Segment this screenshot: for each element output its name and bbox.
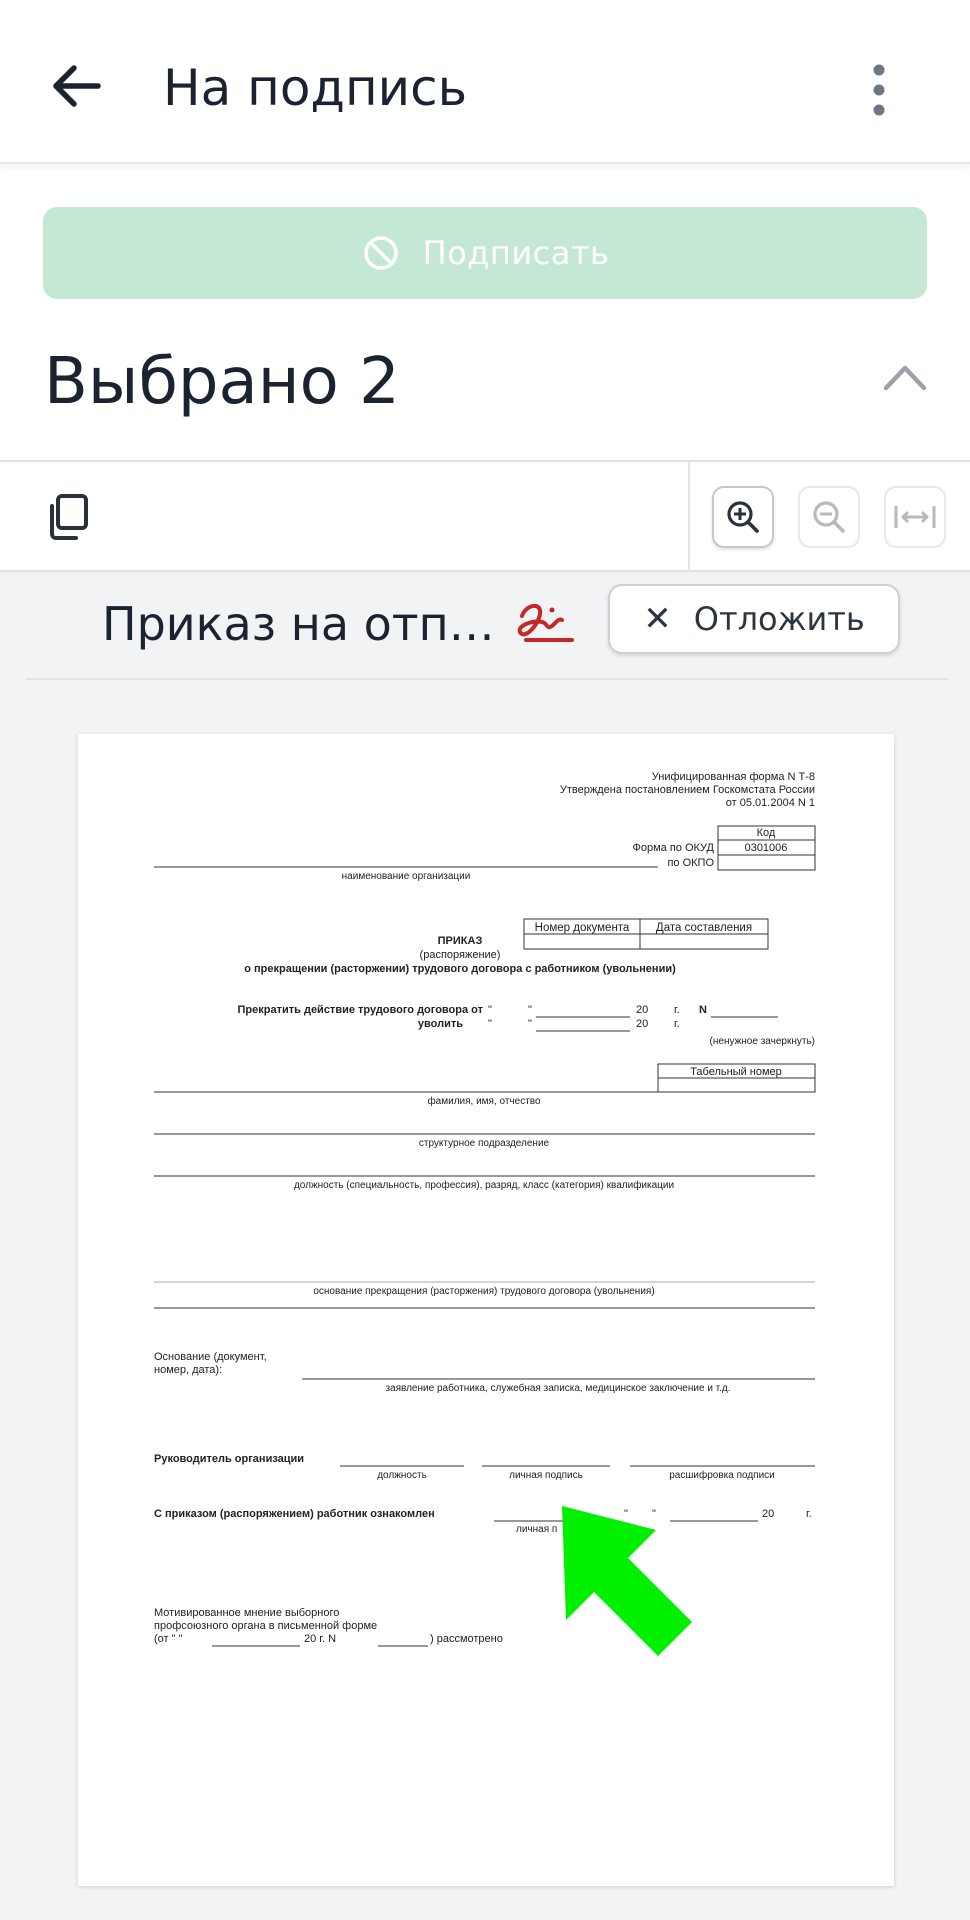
form-subject: о прекращении (расторжении) трудового договора с работником (увольнении) [244, 963, 676, 975]
terminate-quote-open: " [488, 1004, 492, 1016]
document-name[interactable]: Приказ на отп… [102, 597, 495, 651]
caption-decoding: расшифровка подписи [669, 1470, 775, 1481]
form-header-line1: Унифицированная форма N Т-8 [651, 771, 815, 783]
dismiss-quote-open: " [488, 1018, 492, 1030]
pointer-arrow-icon [548, 1500, 708, 1670]
postpone-button-label: Отложить [693, 600, 865, 638]
fit-width-icon [893, 502, 937, 532]
acquainted-year: 20 [762, 1508, 775, 1520]
zoom-in-icon [724, 498, 762, 536]
more-vertical-icon[interactable] [864, 60, 894, 120]
sign-button-label: Подписать [422, 234, 610, 272]
caption-post: должность [377, 1470, 427, 1481]
basis-caption: заявление работника, служебная записка, медицинское заключение и т.д. [385, 1383, 731, 1394]
strike-note: (ненужное зачеркнуть) [709, 1036, 815, 1047]
form-header-line2: Утверждена постановлением Госкомстата России [559, 784, 815, 796]
form-header-line3: от 05.01.2004 N 1 [725, 797, 815, 809]
doc-number-header: Номер документа [534, 922, 630, 934]
caption-department: структурное подразделение [418, 1138, 550, 1149]
chevron-up-icon[interactable] [880, 356, 930, 396]
caption-signature: личная подпись [509, 1470, 583, 1481]
block-icon [361, 233, 401, 273]
org-caption: наименование организации [341, 871, 471, 882]
union-line3-c: ) рассмотрено [430, 1633, 503, 1645]
dismiss-quote-close: " [528, 1018, 532, 1030]
terminate-year: 20 [636, 1004, 649, 1016]
selection-count: Выбрано 2 [44, 345, 400, 419]
union-line1: Мотивированное мнение выборного [154, 1607, 340, 1619]
selection-header [0, 300, 970, 462]
page-title: На подпись [163, 59, 468, 117]
terminate-label: Прекратить действие трудового договора от [237, 1004, 483, 1016]
caption-reason: основание прекращения (расторжения) трудового договора (увольнения) [313, 1286, 655, 1297]
acquainted-quote-open: " [624, 1508, 628, 1520]
postpone-button[interactable] [608, 584, 900, 654]
dismiss-label: уволить [417, 1018, 463, 1030]
document-toolbar [0, 462, 970, 572]
order-number-label: N [699, 1004, 707, 1016]
sign-button[interactable] [43, 207, 927, 299]
form-subtitle: (распоряжение) [419, 949, 501, 961]
dismiss-year: 20 [636, 1018, 649, 1030]
arrow-left-icon[interactable] [48, 58, 104, 114]
close-icon: ✕ [643, 599, 672, 639]
acquainted-label: С приказом (распоряжением) работник ознакомлен [154, 1508, 435, 1520]
signature-icon [512, 596, 578, 648]
terminate-quote-close: " [528, 1004, 532, 1016]
caption-position: должность (специальность, профессия), разряд, класс (категория) квалификации [293, 1180, 675, 1191]
toolbar-divider [688, 462, 690, 570]
dismiss-year-suffix: г. [674, 1018, 680, 1030]
document-page [78, 734, 894, 1886]
document-header [26, 572, 948, 680]
doc-date-header: Дата составления [655, 922, 753, 934]
document-viewer[interactable] [0, 572, 970, 1920]
union-line3-b: 20 г. N [304, 1633, 337, 1645]
okpo-label: по ОКПО [667, 857, 714, 869]
head-label: Руководитель организации [154, 1453, 305, 1465]
okud-code: 0301006 [744, 842, 788, 854]
tab-number-label: Табельный номер [690, 1066, 782, 1078]
terminate-year-suffix: г. [674, 1004, 680, 1016]
acquainted-year-suffix: г. [806, 1508, 812, 1520]
fit-width-button[interactable] [884, 486, 946, 548]
caption-name: фамилия, имя, отчество [427, 1096, 541, 1107]
app-bar [0, 0, 970, 164]
basis-label-2: номер, дата): [154, 1364, 223, 1376]
okud-label: Форма по ОКУД [632, 842, 714, 854]
union-line3-a: (от " " [154, 1633, 183, 1645]
zoom-out-icon [810, 498, 848, 536]
basis-label-1: Основание (документ, [154, 1351, 267, 1363]
copy-icon[interactable] [44, 492, 92, 542]
union-line2: профсоюзного органа в письменной форме [154, 1620, 378, 1632]
caption-signature-short: личная п [516, 1524, 558, 1535]
form-title: ПРИКАЗ [437, 935, 483, 947]
zoom-in-button[interactable] [712, 486, 774, 548]
code-label: Код [756, 827, 776, 839]
zoom-out-button[interactable] [798, 486, 860, 548]
form-t8 [78, 734, 894, 1886]
acquainted-quote-close: " [652, 1508, 656, 1520]
